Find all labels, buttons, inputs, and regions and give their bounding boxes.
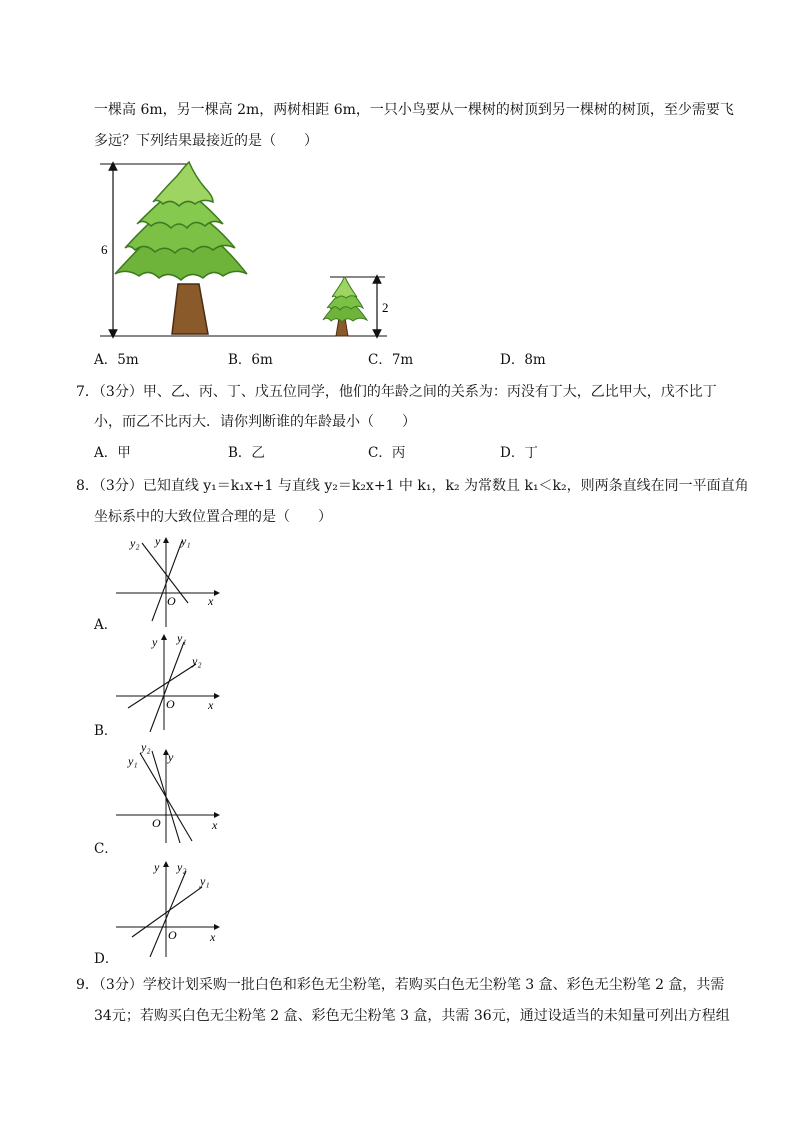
- q9-text-line-2: 34元；若购买白色无尘粉笔 2 盒、彩色无尘粉笔 3 盒，共需 36元，通过设适当的未知量可列出方程组: [94, 1008, 730, 1024]
- q6-option-b[interactable]: B．6m: [228, 352, 273, 368]
- q6-option-c[interactable]: C．7m: [368, 352, 414, 368]
- label-origin: O: [168, 928, 177, 942]
- q8-graph-c: [110, 739, 230, 844]
- label-y2: y₂: [141, 740, 151, 754]
- label-x: x: [212, 818, 218, 832]
- q6-option-d[interactable]: D．8m: [500, 352, 546, 368]
- tall-tree-foliage: [115, 162, 247, 280]
- q8-option-b[interactable]: B．: [94, 723, 118, 739]
- label-y: y: [168, 750, 174, 764]
- q7-option-d[interactable]: D．丁: [500, 445, 538, 461]
- q7-option-b[interactable]: B．乙: [228, 445, 265, 461]
- line-y1: [152, 541, 182, 621]
- label-y2: y₂: [130, 536, 140, 550]
- q8-graph-a: [110, 533, 230, 633]
- label-y1: y₁: [200, 874, 210, 888]
- line-y1: [150, 642, 184, 732]
- label-origin: O: [167, 594, 176, 608]
- label-y: y: [155, 534, 161, 548]
- q8-option-a[interactable]: A．: [94, 617, 118, 633]
- tree-figure: [95, 156, 395, 346]
- label-x: x: [208, 594, 214, 608]
- tall-tree-trunk: [172, 284, 208, 334]
- q8-text-line-1: 8．（3分）已知直线 y₁＝k₁x+1 与直线 y₂＝k₂x+1 中 k₁，k₂ 为常数且 k₁＜k₂，则两条直线在同一平面直角: [76, 478, 749, 494]
- q7-text-line-1: 7．（3分）甲、乙、丙、丁、戊五位同学，他们的年龄之间的关系为：丙没有丁大，乙比甲大，戊不比丁: [76, 384, 717, 400]
- label-y1: y₁: [181, 534, 191, 548]
- q6-option-a[interactable]: A．5m: [94, 352, 139, 368]
- label-y2: y₂: [192, 654, 202, 668]
- label-origin: O: [166, 697, 175, 711]
- short-height-label: 2: [382, 300, 389, 315]
- label-y: y: [152, 635, 158, 649]
- label-x: x: [210, 930, 216, 944]
- label-y1: y₁: [128, 754, 138, 768]
- y-axis-arrow-icon: [163, 537, 169, 543]
- q8-graph-d: [110, 857, 230, 957]
- label-y1: y₁: [177, 632, 187, 645]
- x-axis-arrow-icon: [214, 693, 220, 699]
- tall-height-label: 6: [101, 242, 108, 257]
- y-axis-arrow-icon: [163, 861, 169, 867]
- label-y2: y₂: [177, 860, 187, 874]
- short-tree-foliage: [323, 277, 367, 322]
- q8-option-d[interactable]: D．: [94, 951, 119, 967]
- y-axis-arrow-icon: [161, 634, 167, 640]
- q9-text-line-1: 9．（3分）学校计划采购一批白色和彩色无尘粉笔，若购买白色无尘粉笔 3 盒、彩色无尘粉笔 2 盒，共需: [76, 977, 725, 993]
- q7-option-c[interactable]: C．丙: [368, 445, 406, 461]
- line-y1: [132, 887, 202, 937]
- line-y2: [142, 543, 188, 603]
- line-y2: [150, 871, 186, 957]
- q7-option-a[interactable]: A．甲: [94, 445, 131, 461]
- label-y: y: [154, 860, 160, 874]
- q8-graph-b: [110, 632, 230, 732]
- label-x: x: [208, 698, 214, 712]
- q8-option-c[interactable]: C．: [94, 841, 118, 857]
- q8-text-line-2: 坐标系中的大致位置合理的是（ ）: [94, 509, 332, 525]
- x-axis-arrow-icon: [214, 590, 220, 596]
- q6-text-line-1: 一棵高 6m，另一棵高 2m，两树相距 6m，一只小鸟要从一棵树的树顶到另一棵树的树顶，至少需要飞: [94, 102, 734, 118]
- q6-text-line-2: 多远？下列结果最接近的是（ ）: [94, 133, 318, 149]
- label-origin: O: [152, 816, 161, 830]
- q7-text-line-2: 小，而乙不比丙大．请你判断谁的年龄最小（ ）: [94, 414, 416, 430]
